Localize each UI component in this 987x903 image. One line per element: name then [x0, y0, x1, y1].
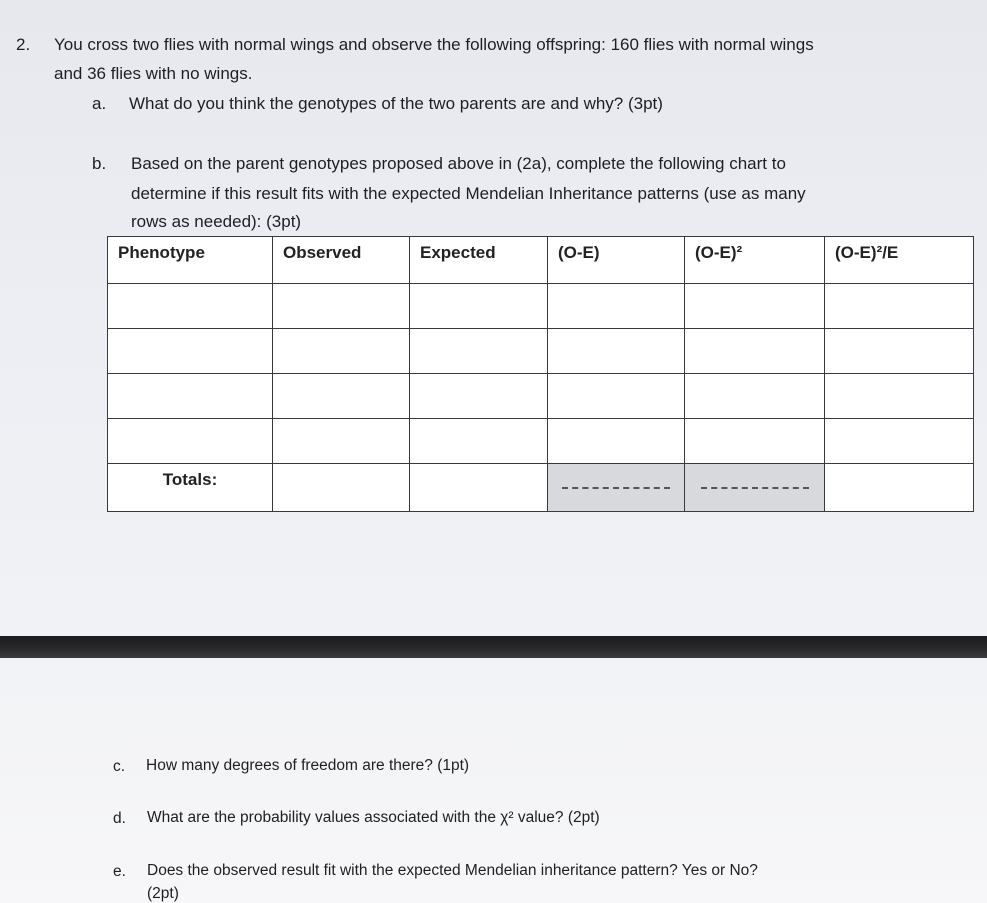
part-label: b.	[92, 154, 107, 173]
question-number: 2.	[16, 35, 31, 54]
part-text-line-2: determine if this result fits with the expected Mendelian Inheritance patterns (use as many	[131, 184, 806, 203]
header-o-minus-e: (O-E)	[548, 237, 685, 284]
part-text-line-3: rows as needed): (3pt)	[131, 212, 302, 231]
table-cell[interactable]	[548, 284, 685, 329]
table-cell[interactable]	[685, 374, 825, 419]
part-text-line-1: Does the observed result fit with the expected Mendelian inheritance pattern? Yes or No?	[147, 862, 758, 879]
totals-na-cell	[685, 464, 825, 512]
table-cell[interactable]	[548, 419, 685, 464]
table-cell[interactable]	[825, 419, 974, 464]
table-row	[108, 419, 974, 464]
totals-row	[108, 464, 974, 512]
totals-na-cell	[548, 464, 685, 512]
part-text: What are the probability values associated with the χ² value? (2pt)	[147, 809, 600, 826]
dashed-line	[701, 487, 809, 489]
table-cell[interactable]	[410, 329, 548, 374]
totals-expected-cell[interactable]	[410, 464, 548, 512]
table-row	[108, 374, 974, 419]
table-cell[interactable]	[410, 419, 548, 464]
table-cell[interactable]	[273, 284, 410, 329]
part-text-line-2: (2pt)	[147, 885, 179, 902]
table-cell[interactable]	[685, 329, 825, 374]
table-cell[interactable]	[825, 374, 974, 419]
part-text: How many degrees of freedom are there? (1pt)	[146, 757, 470, 774]
table-cell[interactable]	[825, 329, 974, 374]
question-text-line-2: and 36 flies with no wings.	[54, 64, 253, 83]
table-row	[108, 284, 974, 329]
page-divider-bar	[0, 636, 987, 658]
totals-observed-cell[interactable]	[273, 464, 410, 512]
header-phenotype: Phenotype	[108, 237, 273, 284]
table-cell[interactable]	[273, 374, 410, 419]
table-cell[interactable]	[273, 329, 410, 374]
dashed-line	[562, 487, 670, 489]
part-text: What do you think the genotypes of the two parents are and why? (3pt)	[129, 94, 663, 113]
part-label: c.	[113, 758, 126, 775]
question-text-line-1: You cross two flies with normal wings and observe the following offspring: 160 flies with normal wings	[54, 35, 814, 54]
part-label: a.	[92, 94, 107, 113]
table-cell[interactable]	[825, 284, 974, 329]
table-cell[interactable]	[108, 329, 273, 374]
header-row	[108, 237, 974, 284]
table-cell[interactable]	[685, 284, 825, 329]
table-cell[interactable]	[273, 419, 410, 464]
part-label: e.	[113, 863, 126, 880]
table-row	[108, 329, 974, 374]
header-expected: Expected	[410, 237, 548, 284]
table-cell[interactable]	[108, 419, 273, 464]
part-text-line-1: Based on the parent genotypes proposed above in (2a), complete the following chart to	[131, 154, 786, 173]
totals-label: Totals:	[108, 464, 273, 512]
totals-chi-square-cell[interactable]	[825, 464, 974, 512]
part-label: d.	[113, 810, 126, 827]
table-cell[interactable]	[108, 374, 273, 419]
header-chi-component: (O-E)²/E	[825, 237, 974, 284]
header-observed: Observed	[273, 237, 410, 284]
table-cell[interactable]	[410, 284, 548, 329]
header-o-minus-e-squared: (O-E)²	[685, 237, 825, 284]
table-cell[interactable]	[548, 374, 685, 419]
table-cell[interactable]	[685, 419, 825, 464]
table-cell[interactable]	[108, 284, 273, 329]
table-cell[interactable]	[548, 329, 685, 374]
table-cell[interactable]	[410, 374, 548, 419]
chi-square-chart	[107, 236, 974, 512]
